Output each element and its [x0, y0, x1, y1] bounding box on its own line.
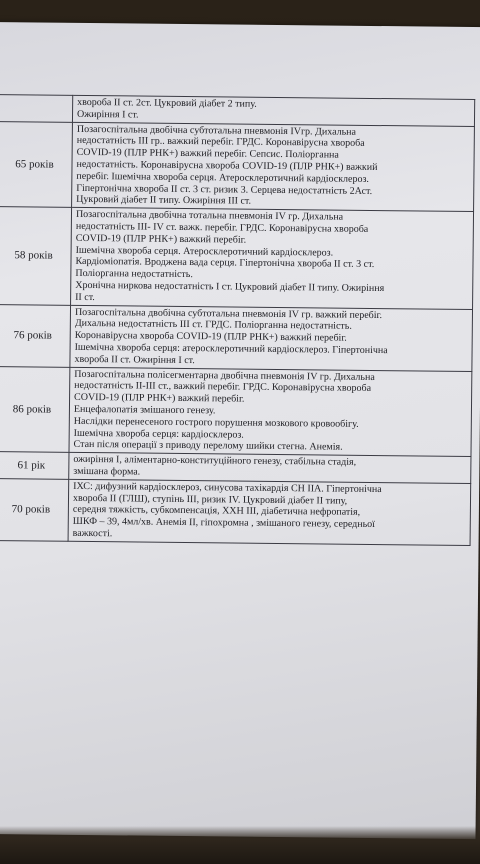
- diagnosis-line: хвороба II ст. Ожиріння I ст.: [74, 353, 195, 366]
- table-row: [0, 121, 474, 212]
- diagnosis-line: Поліорганна недостатність.: [75, 268, 193, 281]
- age-cell: [0, 95, 73, 122]
- diagnosis-cell: [72, 95, 474, 126]
- age-cell: 58 років: [0, 207, 72, 305]
- diagnosis-line: недостатність III гр.. важкий перебіг. ГРДС. Коронавірусна хвороба: [76, 135, 365, 150]
- diagnosis-line: ІХС: дифузний кардіосклероз, синусова тахікардія СН IIА. Гіпертонічна: [73, 480, 382, 495]
- table-row: [0, 478, 471, 545]
- diagnosis-line: середня тяжкість, субкомпенсація, ХХН III, діабетична нефропатія,: [72, 504, 361, 519]
- diagnosis-line: недостатність. Коронавірусна хвороба COVID-19 (ПЛР РНК+) важкий: [76, 158, 378, 174]
- diagnosis-line: Коронавірусна хвороба COVID-19 (ПЛР РНК+) важкий перебіг.: [74, 330, 347, 344]
- records-table-body: [0, 95, 475, 546]
- diagnosis-cell: [69, 452, 471, 483]
- diagnosis-line: недостатність III- IV ст. важк. перебіг. ГРДС. Коронавірусна хвороба: [75, 220, 369, 235]
- photo-shadow: [0, 826, 480, 864]
- diagnosis-line: Хронічна ниркова недостатність I ст. Цукровий діабет II типу. Ожиріння: [75, 279, 385, 295]
- paper-sheet: [0, 22, 480, 839]
- diagnosis-line: Гіпертонічна хвороба II ст. 3 ст. ризик 3. Серцева недостатність 2Аст.: [76, 182, 373, 197]
- diagnosis-line: Стан після операції з приводу перелому шийки стегна. Анемія.: [73, 439, 343, 453]
- diagnosis-line: недостатність II-III ст., важкий перебіг. ГРДС. Коронавірусна хвороба: [74, 380, 372, 395]
- age-cell: 86 років: [0, 366, 70, 452]
- diagnosis-line: Позагоспітальна двобічна субтотальна пневмонія IV гр. важкий перебіг.: [74, 306, 383, 321]
- diagnosis-line: ожиріння I, аліментарно-конституційного генезу, стабільна стадія,: [73, 453, 357, 468]
- table-row: [0, 207, 474, 309]
- diagnosis-line: Цукровий діабет II типу. Ожиріння III ст.: [76, 194, 252, 208]
- diagnosis-line: ШКФ – 39, 4мл/хв. Анемія II, гіпохромна , змішаного генезу, середньої: [72, 515, 376, 531]
- diagnosis-line: Енцефалопатія змішаного генезу.: [73, 403, 216, 417]
- table-row: [0, 366, 472, 457]
- diagnosis-line: хвороба II ст. 2ст. Цукровий діабет 2 типу.: [77, 96, 257, 110]
- diagnosis-line: II ст.: [75, 291, 95, 303]
- diagnosis-line: COVID-19 (ПЛР РНК+) важкий перебіг.: [74, 391, 245, 405]
- age-cell: 70 років: [0, 478, 69, 541]
- age-cell: 61 рік: [0, 452, 69, 479]
- diagnosis-cell: [69, 367, 472, 457]
- diagnosis-cell: [71, 207, 474, 309]
- age-cell: 65 років: [0, 121, 72, 207]
- diagnosis-line: змішана форма.: [73, 465, 141, 478]
- diagnosis-line: перебіг. Ішемічна хвороба серця. Атеросклеротичний кардіосклероз.: [76, 170, 370, 185]
- diagnosis-line: Ішемічна хвороба серця: кардіосклероз.: [73, 427, 244, 441]
- diagnosis-line: Ожиріння I ст.: [76, 108, 139, 121]
- diagnosis-line: Позагоспітальна двобічна тотальна пневмонія IV гр. Дихальна: [75, 209, 344, 223]
- diagnosis-line: Наслідки перенесеного гострого порушення мозкового кровообігу.: [73, 415, 359, 430]
- diagnosis-line: Кардіоміопатія. Вроджена вада серця. Гіпертонічна хвороба II ст. 3 ст.: [75, 256, 375, 271]
- diagnosis-line: Ішемічна хвороба серця: атеросклеротичний кардіосклероз. Гіпертонічна: [74, 341, 388, 357]
- diagnosis-line: важкості.: [72, 527, 113, 540]
- table-row: [0, 304, 473, 371]
- diagnosis-line: COVID-19 (ПЛР РНК+) важкий перебіг. Сепсис. Поліорганна: [76, 147, 339, 161]
- diagnosis-line: Ішемічна хвороба серця. Атеросклеротичний кардіосклероз.: [75, 244, 334, 259]
- diagnosis-line: хвороба II (ГЛШ), ступінь III, ризик IV. Цукровий діабет II типу,: [72, 492, 348, 507]
- records-table: [0, 94, 475, 546]
- diagnosis-line: Дихальна недостатність III ст. ГРДС. Поліорганна недостатність.: [74, 318, 352, 333]
- diagnosis-line: Позагоспітальна двобічна субтотальна пневмонія IVгр. Дихальна: [76, 123, 357, 138]
- diagnosis-cell: [70, 305, 473, 371]
- diagnosis-cell: [68, 479, 471, 545]
- diagnosis-line: Позагоспітальна полісегментарна двобічна пневмонія IV гр. Дихальна: [74, 368, 375, 383]
- diagnosis-cell: [72, 122, 475, 212]
- diagnosis-line: COVID-19 (ПЛР РНК+) важкий перебіг.: [75, 232, 247, 246]
- age-cell: 76 років: [0, 304, 71, 367]
